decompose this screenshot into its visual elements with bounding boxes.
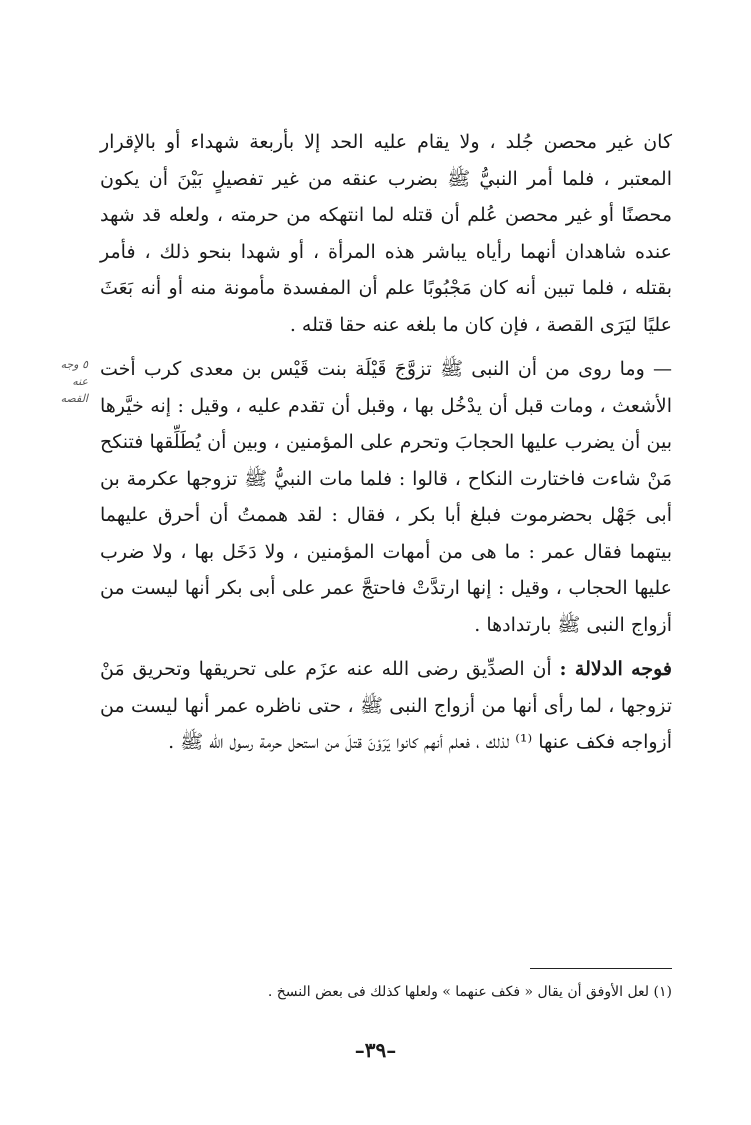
main-text (100, 124, 672, 761)
footnote: (١) لعل الأوفق أن يقال « فكف عنهما » ولعلها كذلك فى بعض النسخ . (267, 984, 672, 1000)
page-number: –٣٩– (354, 1038, 397, 1062)
paragraph-1: كان غير محصن جُلد ، ولا يقام عليه الحد إلا بأربعة شهداء أو بالإقرار المعتبر ، فلما أمر النبيُّ ﷺ بضرب عنقه من غير تفصيلٍ بَيْنَ أن يكون محصنًا أو غير محصن عُلم أن قتله لما انتهكه من حرمته ، ولعله قد شهد عنده شاهدان أنهما رأياه يباشر هذه المرأة ، أو شهدا بنحو ذلك ، فأمر بقتله ، فلما تبين أنه كان مَجْبُوبًا علم أن المفسدة مأمونة منه أو أنه بَعَثَ عليًا ليَرَى القصة ، فإن كان ما بلغه عنه حقا قتله . (100, 131, 672, 336)
paragraph-conclusion (100, 651, 672, 761)
margin-note-line: عنه (72, 375, 88, 388)
handwritten-margin-note (8, 356, 88, 426)
margin-note-line: القصه (60, 392, 88, 405)
conclusion-lead: فوجه الدلالة : (559, 658, 672, 680)
margin-note-line: ٥ وجه (60, 358, 88, 371)
conclusion-text: أن الصدِّيق رضى الله عنه عزَم على تحريقها وتحريق مَنْ تزوجها ، لما رأى أنها من أزواج النبى ﷺ ، حتى ناظره عمر أنها ليست من أزواجه فكف عنها ⁽¹⁾ لذلك ، فعلم أنهم كانوا يَرَوْنَ قتلَ من استحل حرمة رسول الله ﷺ . (100, 658, 672, 753)
paragraph-2: — وما روى من أن النبى ﷺ تزوَّجَ قَيْلَة بنت قَيْس بن معدى كرب أخت الأشعث ، ومات قبل أن يدْخُل بها ، وقبل أن تقدم عليه ، وقيل : إنه خيَّرها بين أن يضرب عليها الحجابَ وتحرم على المؤمنين ، وبين أن يُطَلِّقها فتنكح مَنْ شاءت فاختارت النكاح ، قالوا : فلما مات النبيُّ ﷺ تزوجها عكرمة بن أبى جَهْل بحضرموت فبلغ أبا بكر ، فقال : لقد هممتُ أن أحرق عليهما بيتهما فقال عمر : ما هى من أمهات المؤمنين ، ولا دَخَل بها ، ولا ضرب عليها الحجاب ، وقيل : إنها ارتدَّتْ فاحتجَّ عمر على أبى بكر أنها ليست من أزواج النبى ﷺ بارتدادها . (100, 358, 672, 636)
footnote-divider (530, 968, 672, 969)
